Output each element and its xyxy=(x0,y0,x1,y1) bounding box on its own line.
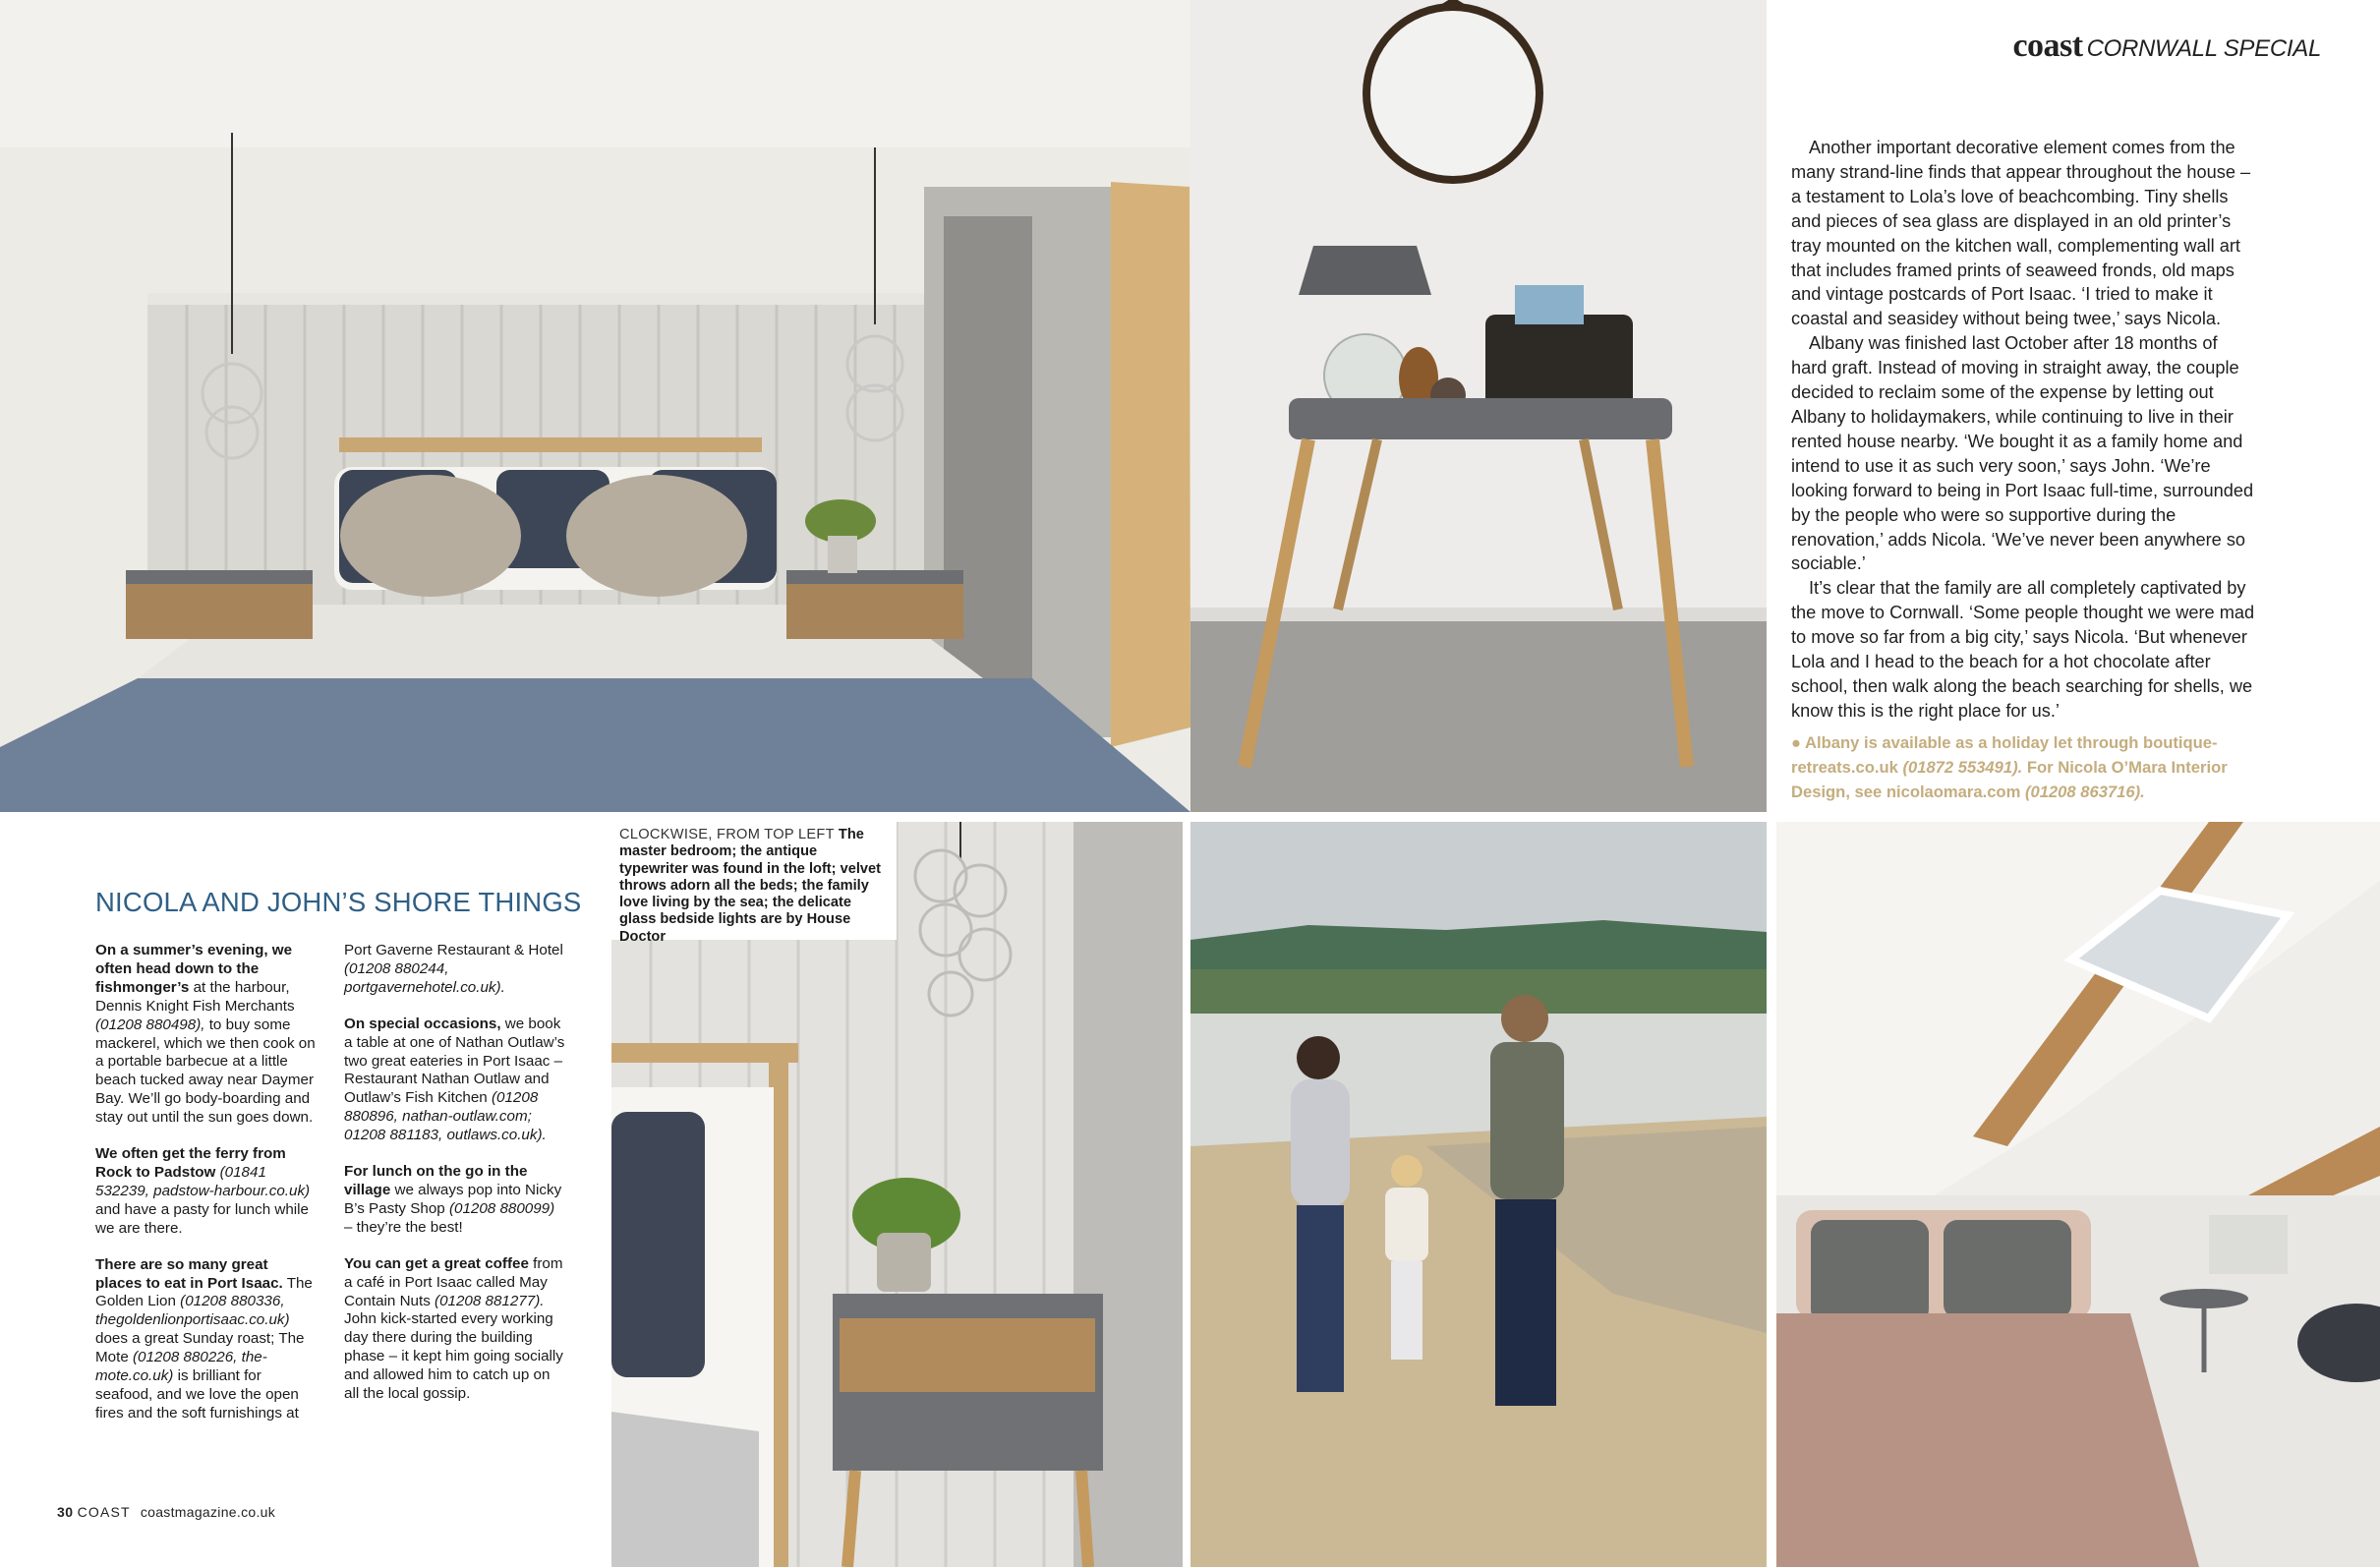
credit-phone: (01208 863716). xyxy=(2024,782,2145,801)
shore-item xyxy=(344,1255,566,1404)
shore-item-lead: On special occasions, xyxy=(344,1015,501,1032)
shore-item-contact: (01208 880336, thegoldenlionportisaac.co.uk) xyxy=(95,1293,290,1329)
footer-url: coastmagazine.co.uk xyxy=(140,1504,276,1520)
magazine-brand: coast xyxy=(2012,28,2083,64)
article-paragraph: It’s clear that the family are all completely captivated by the move to Cornwall. ‘Some people thought we were mad to move so far from a big city,’ says Nicola. ‘But whenever Lola and I head to the beach for a hot chocolate after school, then walk along the beach searching for shells, we know this is the right place for us.’ xyxy=(1791,578,2255,721)
bullet-icon: ● xyxy=(1791,733,1802,752)
caption-lead: CLOCKWISE, FROM TOP LEFT xyxy=(619,827,835,842)
shore-item-text: and have a pasty for lunch while we are there. xyxy=(95,1200,309,1237)
shore-item-lead: You can get a great coffee xyxy=(344,1254,529,1272)
shore-item xyxy=(95,942,318,1128)
shore-item-lead: There are so many great places to eat in Port Isaac. xyxy=(95,1255,283,1292)
page-number: 30 xyxy=(57,1504,74,1520)
shore-item-lead: On a summer’s evening, we often head down to the fishmonger’s xyxy=(95,942,293,996)
shore-item-contact: (01208 880896, nathan-outlaw.com; 01208 881183, outlaws.co.uk). xyxy=(344,1089,547,1144)
page-header xyxy=(2012,28,2321,67)
shore-item-text: at the harbour, Dennis Knight Fish Merchants xyxy=(95,978,295,1015)
footer-magazine: COAST xyxy=(77,1504,131,1520)
photo-family-beach xyxy=(1190,822,1767,1567)
caption-body: The master bedroom; the antique typewriter was found in the loft; velvet throws adorn all the beds; the family love living by the sea; the delicate glass bedside lights are by House Doctor xyxy=(619,827,881,945)
shore-item-contact: (01841 532239, padstow-harbour.co.uk) xyxy=(95,1163,311,1199)
shore-item-text: does a great Sunday roast; The Mote xyxy=(95,1330,305,1366)
shore-item-contact: (01208 881277). xyxy=(435,1292,545,1309)
shore-things-column-1 xyxy=(95,942,318,1441)
shore-item-contact: (01208 880244, portgavernehotel.co.uk). xyxy=(344,959,505,996)
shore-item xyxy=(344,1163,566,1238)
article-body xyxy=(1791,136,2255,724)
shore-item-lead: We often get the ferry from Rock to Padstow xyxy=(95,1145,286,1181)
shore-item-lead: For lunch on the go in the village xyxy=(344,1163,528,1198)
page-footer xyxy=(57,1504,275,1520)
photo-console-typewriter xyxy=(1190,0,1767,812)
article-paragraph: Albany was finished last October after 18 months of hard graft. Instead of moving in straight away, the couple decided to reclaim some of the expense by letting out Albany to holidaymakers, while continuing to live in their rented house nearby. ‘We bought it as a family home and intend to use it as such very soon,’ says John. ‘We’re looking forward to being in Port Isaac full-time, surrounded by the people who were so supportive during the renovation,’ adds Nicola. ‘We’ve never been anywhere so sociable.’ xyxy=(1791,333,2254,574)
shore-item-text: Port Gaverne Restaurant & Hotel xyxy=(344,942,563,958)
photo-caption xyxy=(611,822,897,945)
shore-item-text: from a café in Port Isaac called May Contain Nuts xyxy=(344,1254,563,1309)
shore-things-column-2 xyxy=(344,942,566,1422)
credit-text: Albany is available as a holiday let through boutique-retreats.co.uk xyxy=(1791,733,2218,777)
credit-phone: (01872 553491). xyxy=(1902,757,2023,777)
shore-item-contact: (01208 880226, the-mote.co.uk) xyxy=(95,1349,267,1385)
shore-item-text: is brilliant for seafood, and we love the open fires and the soft furnishings at xyxy=(95,1367,299,1422)
photo-master-bedroom xyxy=(0,0,1190,812)
article-paragraph: Another important decorative element comes from the many strand-line finds that appear throughout the house – a testament to Lola’s love of beachcombing. Tiny shells and pieces of sea glass are displayed in an old printer’s tray mounted on the kitchen wall, complementing wall art that includes framed prints of seaweed fronds, old maps and vintage postcards of Port Isaac. ‘I tried to make it coastal and seasidey without being twee,’ says Nicola. xyxy=(1791,138,2251,329)
shore-item-text: – they’re the best! xyxy=(344,1218,463,1236)
shore-item xyxy=(95,1145,318,1239)
shore-item-contact: (01208 880099) xyxy=(448,1199,555,1217)
shore-things-title: NICOLA AND JOHN’S SHORE THINGS xyxy=(95,887,582,917)
shore-item-text: we book a table at one of Nathan Outlaw’s two great eateries in Port Isaac – Restaurant Nathan Outlaw and Outlaw’s Fish Kitchen xyxy=(344,1015,565,1107)
shore-item xyxy=(95,1256,318,1423)
section-label: CORNWALL SPECIAL xyxy=(2086,35,2321,62)
holiday-let-credit xyxy=(1791,731,2255,805)
shore-item-text: to buy some mackerel, which we then cook on a portable barbecue at a little beach tucked away near Daymer Bay. We’ll go body-boarding and stay out until the sun goes down. xyxy=(95,1016,316,1127)
shore-item-text: we always pop into Nicky B’s Pasty Shop xyxy=(344,1181,562,1217)
credit-text: For Nicola O’Mara Interior Design, see nicolaomara.com xyxy=(1791,757,2228,801)
shore-item-text: The Golden Lion xyxy=(95,1274,313,1310)
shore-item xyxy=(344,942,566,998)
shore-item-contact: (01208 880498), xyxy=(95,1016,205,1033)
photo-attic-bedroom xyxy=(1776,822,2380,1567)
shore-item-text: John kick-started every working day there during the building phase – it kept him going socially and allowed him to catch up on all the local gossip. xyxy=(344,1310,563,1403)
shore-item xyxy=(344,1016,566,1145)
